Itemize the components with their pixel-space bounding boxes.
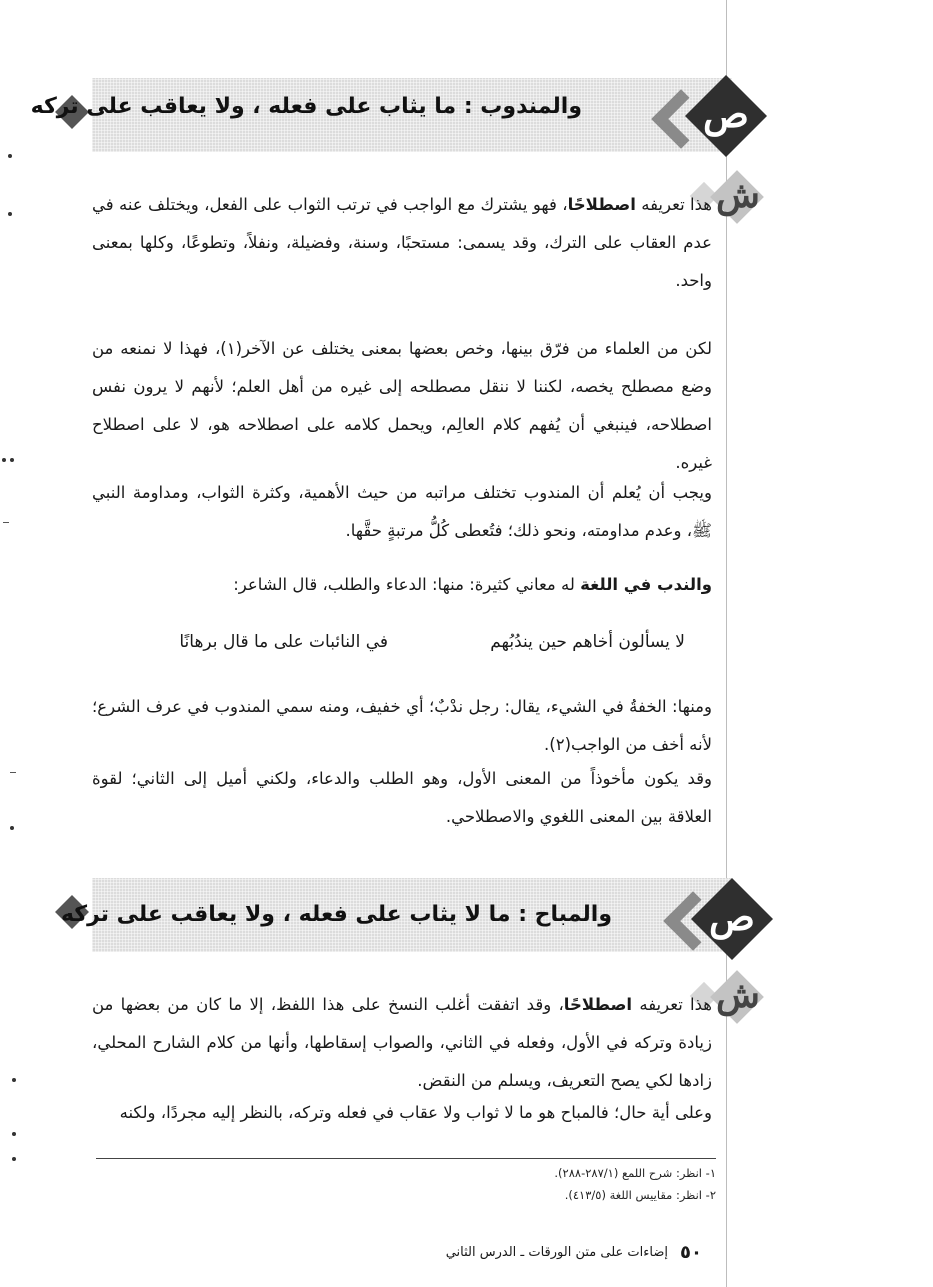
sharh-marker: ش bbox=[716, 174, 760, 216]
margin-mark bbox=[10, 772, 16, 773]
verse-second-hemistich: في النائبات على ما قال برهانًا bbox=[179, 632, 388, 652]
margin-mark bbox=[2, 458, 6, 462]
margin-mark bbox=[8, 212, 12, 216]
footnote: ٢- انظر: مقاييس اللغة (٤١٣/٥). bbox=[564, 1188, 716, 1202]
term-bold: اصطلاحًا bbox=[563, 995, 633, 1014]
paragraph-text: هذا تعريفه bbox=[632, 995, 712, 1014]
paragraph-text: له معاني كثيرة: منها: الدعاء والطلب، قال الشاعر: bbox=[233, 575, 581, 594]
page-number: ٥٠ bbox=[680, 1242, 702, 1263]
margin-mark bbox=[10, 458, 14, 462]
paragraph: وقد يكون مأخوذاً من المعنى الأول، وهو الطلب والدعاء، ولكني أميل إلى الثاني؛ لقوة العلاقة بين المعنى اللغوي والاصطلاحي. bbox=[92, 769, 712, 826]
paragraph bbox=[92, 986, 712, 1100]
footnote-separator bbox=[96, 1158, 716, 1159]
section-heading-banner bbox=[60, 878, 732, 952]
margin-mark bbox=[10, 826, 14, 830]
section-heading: والمباح : ما لا يثاب على فعله ، ولا يعاقب على تركه bbox=[60, 902, 612, 927]
margin-mark bbox=[12, 1157, 16, 1161]
paragraph: وعلى أية حال؛ فالمباح هو ما لا ثواب ولا عقاب في فعله وتركه، بالنظر إليه مجردًا، ولكنه bbox=[119, 1103, 712, 1122]
margin-mark bbox=[12, 1078, 16, 1082]
margin-mark bbox=[12, 1132, 16, 1136]
term-bold: اصطلاحًا bbox=[567, 195, 636, 214]
paragraph bbox=[92, 186, 712, 300]
paragraph: لكن من العلماء من فرّق بينها، وخص بعضها بمعنى يختلف عن الآخر(١)، فهذا لا نمنعه من وضع مصطلح يخصه، لكننا لا ننقل مصطلحه إلى غيره من أهل العلم؛ لأنهم لا يرون نفس اصطلاحه، فينبغي أن يُفهم كلام العالِم، ويحمل كلامه على اصطلاحه هو، لا على اصطلاح غيره. bbox=[92, 339, 712, 472]
paragraph-text: ، فهو يشترك مع الواجب في ترتب الثواب على الفعل، ويختلف عنه في عدم العقاب على الترك، وقد يسمى: مستحبًا، وسنة، وفضيلة، ونفلاً، وتطوعًا، وكلها بمعنى واحد. bbox=[92, 195, 712, 290]
paragraph-text: هذا تعريفه bbox=[635, 195, 712, 214]
term-bold: والندب في اللغة bbox=[580, 575, 712, 594]
paragraph: ومنها: الخفةُ في الشيء، يقال: رجل ندْبٌ؛ أي خفيف، ومنه سمي المندوب في عرف الشرع؛ لأنه أخف من الواجب(٢). bbox=[92, 697, 712, 754]
footnote: ١- انظر: شرح اللمع (٢٨٧/١-٢٨٨). bbox=[554, 1166, 716, 1180]
paragraph: ويجب أن يُعلم أن المندوب تختلف مراتبه من حيث الأهمية، وكثرة الثواب، ومداومة النبي ﷺ، وعدم مداومته، ونحو ذلك؛ فتُعطى كُلُّ مرتبةٍ حقَّها. bbox=[92, 483, 712, 540]
paragraph bbox=[92, 566, 712, 604]
paragraph-text: ، وقد اتفقت أغلب النسخ على هذا اللفظ، إلا ما كان من بعضها من زيادة وتركه في الأول، وفعله في الثاني، والصواب إسقاطها، وأنها من كلام الشارح المحلي، زادها لكي يصح التعريف، ويسلم من النقض. bbox=[92, 995, 712, 1090]
section-heading-banner bbox=[30, 78, 732, 152]
matn-marker: ص bbox=[709, 894, 755, 939]
sharh-marker: ش bbox=[716, 974, 760, 1016]
matn-marker: ص bbox=[703, 91, 749, 136]
margin-mark bbox=[8, 154, 12, 158]
margin-mark bbox=[3, 522, 9, 523]
running-title: إضاءات على متن الورقات ـ الدرس الثاني bbox=[445, 1245, 668, 1260]
section-heading: والمندوب : ما يثاب على فعله ، ولا يعاقب على تركه bbox=[30, 94, 582, 119]
verse-first-hemistich: لا يسألون أخاهم حين يندُبُهم bbox=[490, 632, 685, 652]
